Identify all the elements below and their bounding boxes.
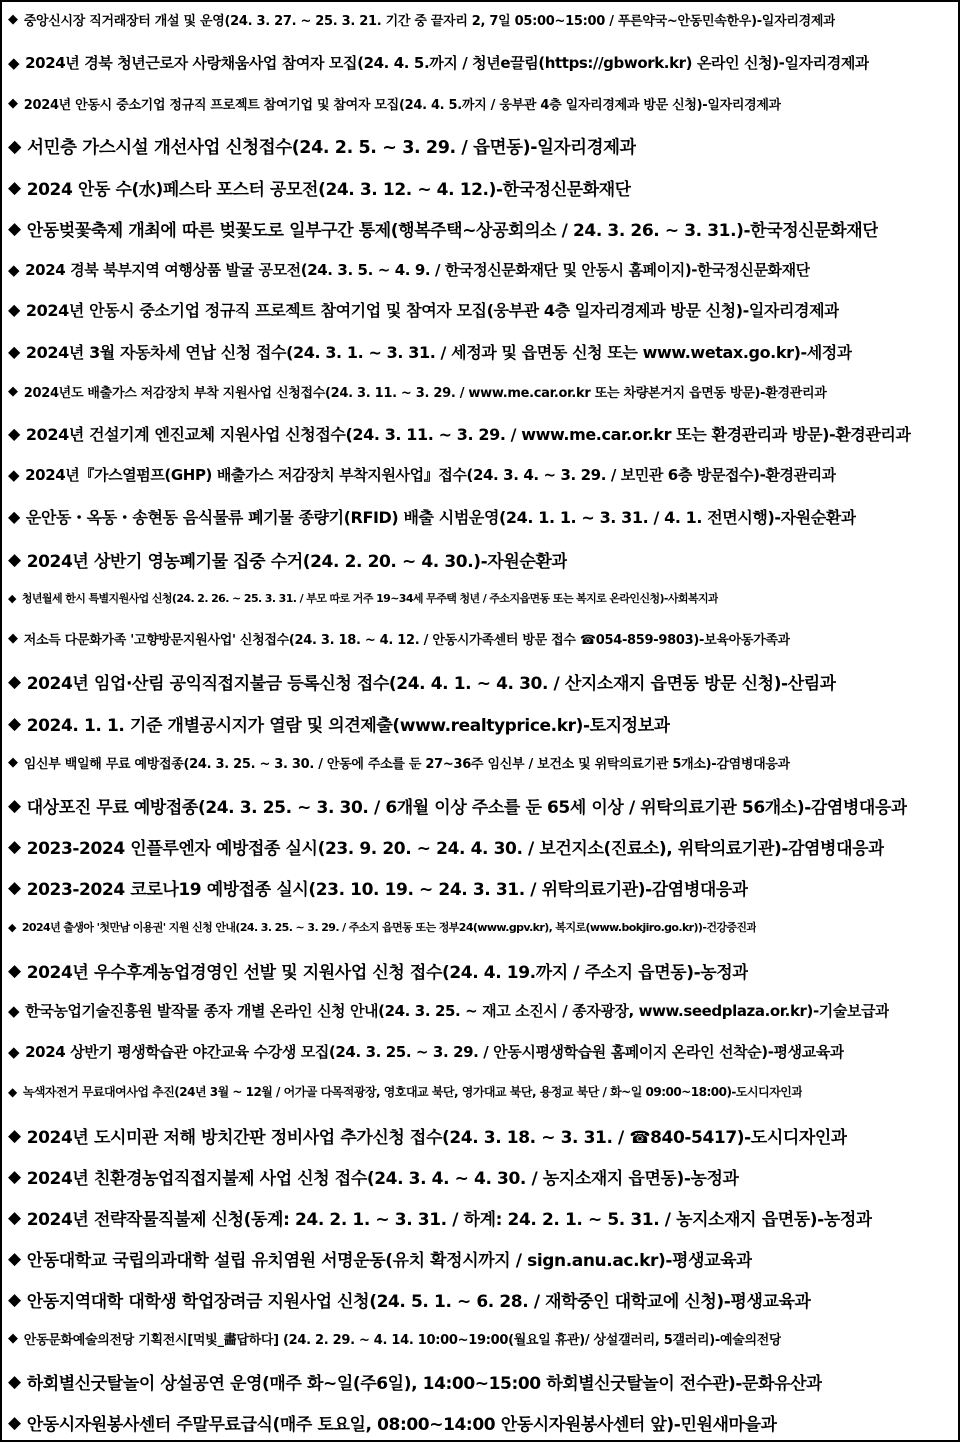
notice-text: 한국농업기술진흥원 발작물 종자 개별 온라인 신청 안내(24. 3. 25. ~ 재고 소진시 / 종자광장, www.seedplaza.or.kr)-기술보급과 [25, 1002, 890, 1020]
diamond-bullet-icon: ◆ [8, 1166, 21, 1187]
diamond-bullet-icon: ◆ [8, 795, 21, 816]
diamond-bullet-icon: ◆ [8, 1331, 18, 1346]
diamond-bullet-icon: ◆ [8, 1125, 21, 1146]
notice-item [8, 919, 954, 935]
diamond-bullet-icon: ◆ [8, 549, 21, 570]
notice-text: 2024년 출생아 '첫만남 이용권' 지원 신청 안내(24. 3. 25. ~ 3. 29. / 주소지 읍면동 또는 정부24(www.gpv.kr), 복지로(www.bokjiro.go.kr))-건강증진과 [21, 921, 757, 934]
notice-text: 운안동・옥동・송현동 음식물류 폐기물 종량기(RFID) 배출 시범운영(24. 1. 1. ~ 3. 31. / 4. 1. 전면시행)-자원순환과 [25, 508, 856, 527]
diamond-bullet-icon: ◆ [8, 53, 20, 72]
diamond-bullet-icon: ◆ [8, 300, 20, 319]
notice-text: 대상포진 무료 예방접종(24. 3. 25. ~ 3. 30. / 6개월 이상 주소를 둔 65세 이상 / 위탁의료기관 56개소)-감염병대응과 [26, 798, 907, 818]
notice-item [8, 1205, 954, 1230]
notice-text: 2024년 전략작물직불제 신청(동계: 24. 2. 1. ~ 3. 31. / 하계: 24. 2. 1. ~ 5. 31. / 농지소재지 읍면동)-농정과 [26, 1210, 872, 1230]
notice-text: 안동문화예술의전당 기획전시[먹빛_畵답하다] (24. 2. 29. ~ 4. 14. 10:00~19:00(월요일 휴관)/ 상설갤러리, 5갤러리)-예술의전당 [23, 1333, 782, 1348]
diamond-bullet-icon: ◆ [8, 1248, 21, 1269]
notice-item [8, 1410, 954, 1435]
notice-text: 청년월세 한시 특별지원사업 신청(24. 2. 26. ~ 25. 3. 31. / 부모 따로 거주 19~34세 무주택 청년 / 주소지읍면동 또는 복지로 온라인신청)-사회복지과 [21, 592, 719, 605]
notice-text: 2024년 안동시 중소기업 정규직 프로젝트 참여기업 및 참여자 모집(웅부관 4층 일자리경제과 방문 신청)-일자리경제과 [25, 301, 840, 320]
diamond-bullet-icon: ◆ [8, 755, 18, 770]
diamond-bullet-icon: ◆ [8, 218, 21, 239]
notice-text: 2024 상반기 평생학습관 야간교육 수강생 모집(24. 3. 25. ~ 3. 29. / 안동시평생학습원 홈페이지 온라인 선착순)-평생교육과 [25, 1043, 844, 1061]
notice-item [8, 10, 954, 29]
notice-item [8, 753, 954, 772]
notice-text: 2024년도 배출가스 저감장치 부착 지원사업 신청접수(24. 3. 11. ~ 3. 29. / www.me.car.or.kr 또는 차량본거지 읍면동 방문)-환경관리과 [23, 386, 827, 401]
notice-text: 저소득 다문화가족 '고향방문지원사업' 신청접수(24. 3. 18. ~ 4. 12. / 안동시가족센터 방문 접수 ☎054-859-9803)-보육아동가족과 [23, 633, 790, 648]
notice-text: 2024년 임업·산림 공익직접지불금 등록신청 접수(24. 4. 1. ~ 4. 30. / 산지소재지 읍면동 방문 신청)-산림과 [26, 674, 836, 694]
diamond-bullet-icon: ◆ [8, 1042, 20, 1061]
notice-item [8, 382, 954, 401]
notice-item [8, 629, 954, 648]
notice-item [8, 669, 954, 694]
notice-text: 2024년 안동시 중소기업 정규직 프로젝트 참여기업 및 참여자 모집(24. 4. 5.까지 / 웅부관 4층 일자리경제과 방문 신청)-일자리경제과 [23, 98, 781, 113]
notice-item [8, 464, 954, 485]
diamond-bullet-icon: ◆ [8, 836, 21, 857]
notice-item [8, 1164, 954, 1189]
notice-item [8, 134, 954, 159]
notice-item [8, 94, 954, 113]
diamond-bullet-icon: ◆ [8, 1371, 21, 1392]
notice-item [8, 340, 954, 363]
notice-text: 2024년 친환경농업직접지불제 사업 신청 접수(24. 3. 4. ~ 4. 30. / 농지소재지 읍면동)-농정과 [26, 1169, 739, 1189]
diamond-bullet-icon: ◆ [8, 1084, 17, 1099]
diamond-bullet-icon: ◆ [8, 960, 21, 981]
notice-item [8, 1041, 954, 1062]
notice-item [8, 834, 954, 859]
notice-text: 임신부 백일해 무료 예방접종(24. 3. 25. ~ 3. 30. / 안동에 주소를 둔 27~36주 임신부 / 보건소 및 위탁의료기관 5개소)-감염병대응과 [23, 757, 790, 772]
notice-item [8, 1369, 954, 1394]
diamond-bullet-icon: ◆ [8, 1207, 21, 1228]
notice-text: 2023-2024 코로나19 예방접종 실시(23. 10. 19. ~ 24. 3. 31. / 위탁의료기관)-감염병대응과 [26, 880, 748, 900]
diamond-bullet-icon: ◆ [8, 465, 20, 484]
notice-item [8, 711, 954, 736]
diamond-bullet-icon: ◆ [8, 12, 18, 27]
notice-item [8, 216, 954, 241]
diamond-bullet-icon: ◆ [8, 96, 18, 111]
notice-item [8, 590, 954, 606]
diamond-bullet-icon: ◆ [8, 591, 16, 605]
notice-text: 안동지역대학 대학생 학업장려금 지원사업 신청(24. 5. 1. ~ 6. 28. / 재학중인 대학교에 신청)-평생교육과 [26, 1292, 811, 1312]
notice-item [8, 1083, 954, 1100]
diamond-bullet-icon: ◆ [8, 877, 21, 898]
notice-text: 2024년 건설기계 엔진교체 지원사업 신청접수(24. 3. 11. ~ 3. 29. / www.me.car.or.kr 또는 환경관리과 방문)-환경관리과 [25, 425, 911, 444]
notice-text: 중앙신시장 직거래장터 개설 및 운영(24. 3. 27. ~ 25. 3. 21. 기간 중 끝자리 2, 7일 05:00~15:00 / 푸른약국~안동민속한우)-일자리경제과 [23, 14, 836, 29]
notice-text: 2024 안동 수(水)페스타 포스터 공모전(24. 3. 12. ~ 4. 12.)-한국정신문화재단 [26, 180, 631, 200]
notice-text: 안동시자원봉사센터 주말무료급식(매주 토요일, 08:00~14:00 안동시자원봉사센터 앞)-민원새마을과 [26, 1415, 777, 1435]
notice-item [8, 958, 954, 983]
diamond-bullet-icon: ◆ [8, 1001, 20, 1020]
notice-text: 2024년『가스열펌프(GHP) 배출가스 저감장치 부착지원사업』접수(24. 3. 4. ~ 3. 29. / 보민관 6층 방문접수)-환경관리과 [25, 466, 836, 484]
diamond-bullet-icon: ◆ [8, 1289, 21, 1310]
notice-text: 2024년 도시미관 저해 방치간판 정비사업 추가신청 접수(24. 3. 18. ~ 3. 31. / ☎840-5417)-도시디자인과 [26, 1128, 847, 1148]
diamond-bullet-icon: ◆ [8, 920, 16, 934]
notice-item [8, 547, 954, 572]
notice-item [8, 505, 954, 528]
notice-text: 2024년 경북 청년근로자 사랑채움사업 참여자 모집(24. 4. 5.까지 / 청년e끌림(https://gbwork.kr) 온라인 신청)-일자리경제과 [25, 54, 870, 72]
notice-item [8, 1287, 954, 1312]
notice-item [8, 259, 954, 280]
diamond-bullet-icon: ◆ [8, 507, 20, 526]
notice-text: 서민층 가스시설 개선사업 신청접수(24. 2. 5. ~ 3. 29. / 읍면동)-일자리경제과 [27, 138, 637, 158]
notice-text: 2024년 상반기 영농폐기물 집중 수거(24. 2. 20. ~ 4. 30.)-자원순환과 [26, 552, 568, 572]
notice-item [8, 1123, 954, 1148]
diamond-bullet-icon: ◆ [8, 384, 18, 399]
notice-item [8, 875, 954, 900]
notice-item [8, 175, 954, 200]
diamond-bullet-icon: ◆ [8, 260, 20, 279]
notice-text: 녹색자전거 무료대여사업 추진(24년 3월 ~ 12월 / 어가골 다목적광장, 영호대교 북단, 영가대교 북단, 용정교 북단 / 화~일 09:00~18:00)-도시디자인과 [22, 1085, 803, 1099]
notice-text: 안동벚꽃축제 개최에 따른 벚꽃도로 일부구간 통제(행복주택~상공회의소 / 24. 3. 26. ~ 3. 31.)-한국정신문화재단 [26, 221, 879, 241]
notice-item [8, 52, 954, 73]
notice-text: 2024년 3월 자동차세 연납 신청 접수(24. 3. 1. ~ 3. 31. / 세정과 및 읍면동 신청 또는 www.wetax.go.kr)-세정과 [25, 343, 852, 362]
notice-item [8, 793, 954, 818]
diamond-bullet-icon: ◆ [8, 1412, 21, 1433]
diamond-bullet-icon: ◆ [8, 342, 20, 361]
diamond-bullet-icon: ◆ [8, 713, 21, 734]
diamond-bullet-icon: ◆ [8, 177, 21, 198]
notice-item [8, 298, 954, 321]
notice-text: 2024년 우수후계농업경영인 선발 및 지원사업 신청 접수(24. 4. 19.까지 / 주소지 읍면동)-농정과 [26, 963, 749, 983]
notice-text: 2023-2024 인플루엔자 예방접종 실시(23. 9. 20. ~ 24. 4. 30. / 보건지소(진료소), 위탁의료기관)-감염병대응과 [26, 839, 885, 859]
notice-item [8, 1246, 954, 1271]
diamond-bullet-icon: ◆ [8, 424, 20, 443]
notice-item [8, 422, 954, 445]
notice-text: 하회별신굿탈놀이 상설공연 운영(매주 화~일(주6일), 14:00~15:00 하회별신굿탈놀이 전수관)-문화유산과 [26, 1374, 823, 1394]
diamond-bullet-icon: ◆ [8, 631, 18, 646]
diamond-bullet-icon: ◆ [8, 671, 21, 692]
notice-text: 2024 경북 북부지역 여행상품 발굴 공모전(24. 3. 5. ~ 4. 9. / 한국정신문화재단 및 안동시 홈페이지)-한국정신문화재단 [25, 261, 810, 279]
notice-item [8, 1329, 954, 1348]
notice-text: 2024. 1. 1. 기준 개별공시지가 열람 및 의견제출(www.realtyprice.kr)-토지정보과 [26, 716, 670, 736]
diamond-bullet-icon: ◆ [8, 136, 22, 157]
notice-text: 안동대학교 국립의과대학 설립 유치염원 서명운동(유치 확정시까지 / sign.anu.ac.kr)-평생교육과 [26, 1251, 753, 1271]
notice-item [8, 1000, 954, 1021]
